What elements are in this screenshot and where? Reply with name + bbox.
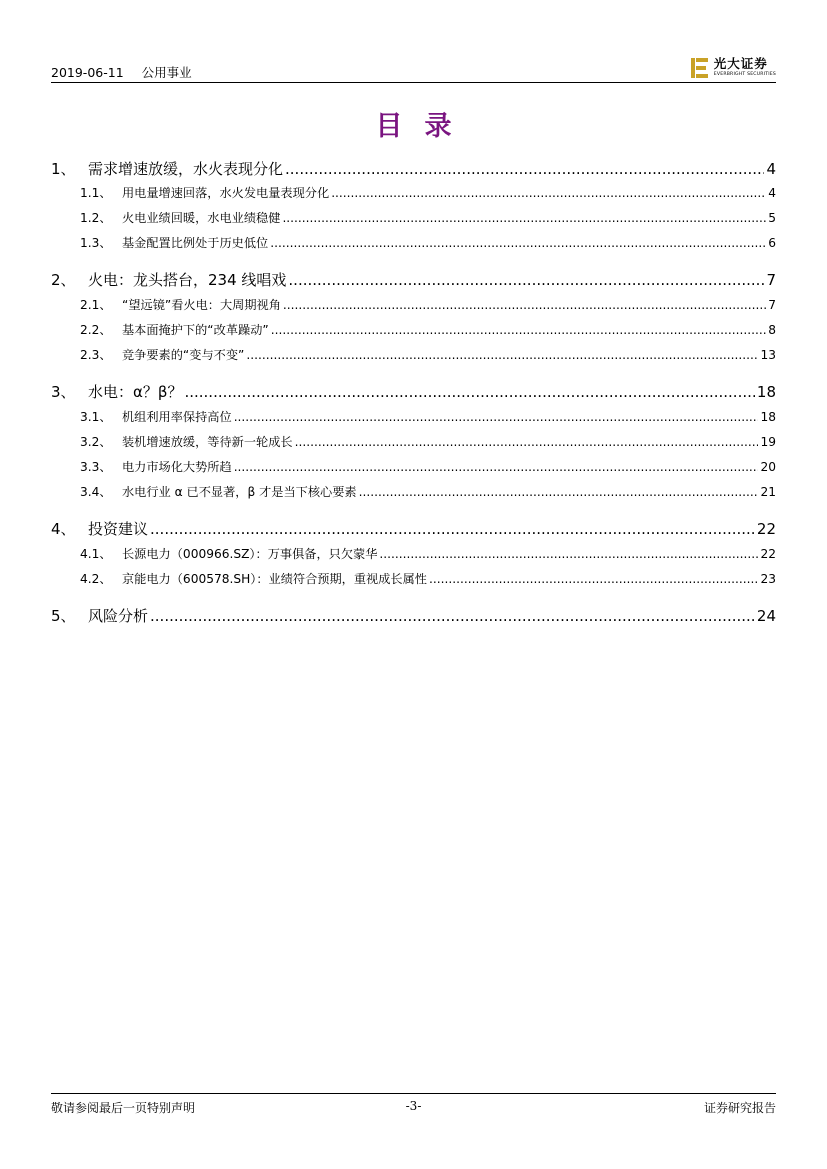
- toc-entry-page: 23: [760, 572, 776, 586]
- toc-leader-dots: [295, 435, 759, 449]
- toc-leader-dots: [359, 485, 759, 499]
- toc-entry-section[interactable]: [51, 458, 776, 475]
- toc-entry-number: 1.1、: [80, 186, 112, 200]
- toc-entry-number: 4.2、: [80, 572, 112, 586]
- toc-entry-title: 竞争要素的“变与不变”: [122, 348, 245, 362]
- toc-entry-section[interactable]: [51, 346, 776, 363]
- toc-entry-number: 3.3、: [80, 460, 112, 474]
- toc-entry-title: 基金配置比例处于历史低位: [122, 236, 269, 250]
- toc-entry-page: 4: [768, 186, 776, 200]
- toc-entry-number: 3.4、: [80, 485, 112, 499]
- toc-entry-section[interactable]: [51, 184, 776, 201]
- toc-entry-title: 需求增速放缓，水火表现分化: [88, 160, 284, 178]
- toc-entry-number: 3.1、: [80, 410, 112, 424]
- header-info: [51, 63, 206, 81]
- toc-entry-page: 13: [760, 348, 776, 362]
- toc-entry-title: “望远镜”看火电：大周期视角: [122, 298, 281, 312]
- toc-entry-title: 装机增速放缓，等待新一轮成长: [122, 435, 293, 449]
- toc-entry-section[interactable]: [51, 570, 776, 587]
- toc-leader-dots: [379, 547, 758, 561]
- toc-entry-page: 7: [768, 298, 776, 312]
- report-sector: 公用事业: [141, 65, 192, 80]
- logo-cn-text: 光大证券: [713, 56, 768, 72]
- toc-entry-section[interactable]: [51, 433, 776, 450]
- toc-leader-dots: [246, 348, 758, 362]
- toc-entry-section[interactable]: [51, 483, 776, 500]
- toc-entry-page: 18: [760, 410, 776, 424]
- toc-entry-page: 7: [766, 271, 776, 289]
- toc-heading: 目录: [375, 111, 474, 142]
- toc-entry-title: 水电：α？β？: [88, 383, 183, 401]
- logo-en-text: EVERBRIGHT SECURITIES: [713, 71, 776, 77]
- toc-entry-section[interactable]: [51, 321, 776, 338]
- toc-entry-chapter[interactable]: [51, 381, 776, 402]
- toc-entry-title: 基本面掩护下的“改革躁动”: [122, 323, 269, 337]
- toc-entry-title: 机组利用率保持高位: [122, 410, 232, 424]
- toc-entry-chapter[interactable]: [51, 518, 776, 539]
- toc-entry-page: 6: [768, 236, 776, 250]
- header-divider: [51, 82, 776, 83]
- toc-entry-page: 21: [760, 485, 776, 499]
- toc-entry-number: 5、: [51, 607, 76, 625]
- toc-leader-dots: [150, 520, 755, 538]
- toc-leader-dots: [150, 607, 755, 625]
- toc-entry-page: 19: [760, 435, 776, 449]
- toc-entry-chapter[interactable]: [51, 269, 776, 290]
- toc-entry-page: 24: [756, 607, 776, 625]
- toc-leader-dots: [288, 271, 764, 289]
- toc-leader-dots: [429, 572, 759, 586]
- toc-entry-title: 电力市场化大势所趋: [122, 460, 232, 474]
- toc-entry-title: 长源电力（000966.SZ）：万事俱备，只欠蒙华: [122, 547, 378, 561]
- toc-entry-title: 投资建议: [88, 520, 149, 538]
- toc-entry-number: 1.2、: [80, 211, 112, 225]
- page-header: [51, 56, 776, 84]
- toc-leader-dots: [234, 460, 759, 474]
- toc-entry-section[interactable]: [51, 296, 776, 313]
- toc-leader-dots: [270, 236, 766, 250]
- report-date: 2019-06-11: [51, 65, 124, 80]
- toc-entry-number: 2.2、: [80, 323, 112, 337]
- toc-entry-number: 4、: [51, 520, 76, 538]
- toc-entry-chapter[interactable]: [51, 605, 776, 626]
- toc-entry-number: 1、: [51, 160, 76, 178]
- footer-divider: [51, 1093, 776, 1094]
- toc-entry-page: 8: [768, 323, 776, 337]
- page-number: -3-: [405, 1099, 422, 1113]
- toc-entry-number: 2.3、: [80, 348, 112, 362]
- toc-entry-page: 5: [768, 211, 776, 225]
- toc-entry-number: 1.3、: [80, 236, 112, 250]
- toc-entry-number: 4.1、: [80, 547, 112, 561]
- toc-entry-number: 2、: [51, 271, 76, 289]
- toc-leader-dots: [184, 383, 754, 401]
- toc-leader-dots: [234, 410, 759, 424]
- toc-entry-title: 火电业绩回暖，水电业绩稳健: [122, 211, 281, 225]
- toc-leader-dots: [331, 186, 766, 200]
- toc-entry-chapter[interactable]: [51, 158, 776, 179]
- toc-leader-dots: [271, 323, 767, 337]
- toc-entry-page: 22: [760, 547, 776, 561]
- toc-entry-section[interactable]: [51, 209, 776, 226]
- footer-disclaimer: 敬请参阅最后一页特别声明: [51, 1101, 196, 1115]
- toc-entry-section[interactable]: [51, 408, 776, 425]
- toc-entry-page: 4: [766, 160, 776, 178]
- toc-leader-dots: [283, 298, 766, 312]
- toc-entry-title: 用电量增速回落，水火发电量表现分化: [122, 186, 330, 200]
- toc-entry-title: 火电：龙头搭台，234 线唱戏: [88, 271, 287, 289]
- brand-logo: [690, 56, 776, 80]
- everbright-logo-icon: [690, 57, 710, 79]
- toc-entry-title: 水电行业 α 已不显著，β 才是当下核心要素: [122, 485, 357, 499]
- toc-entry-section[interactable]: [51, 545, 776, 562]
- toc-entry-number: 2.1、: [80, 298, 112, 312]
- toc-entry-title: 京能电力（600578.SH）：业绩符合预期，重视成长属性: [122, 572, 427, 586]
- toc-leader-dots: [285, 160, 764, 178]
- toc-entry-page: 22: [756, 520, 776, 538]
- toc-entry-page: 20: [760, 460, 776, 474]
- toc-entry-number: 3.2、: [80, 435, 112, 449]
- toc-entry-page: 18: [756, 383, 776, 401]
- toc-entry-title: 风险分析: [88, 607, 149, 625]
- toc-leader-dots: [282, 211, 766, 225]
- toc-entry-number: 3、: [51, 383, 76, 401]
- footer-report-type: 证券研究报告: [703, 1101, 776, 1115]
- toc-entry-section[interactable]: [51, 234, 776, 251]
